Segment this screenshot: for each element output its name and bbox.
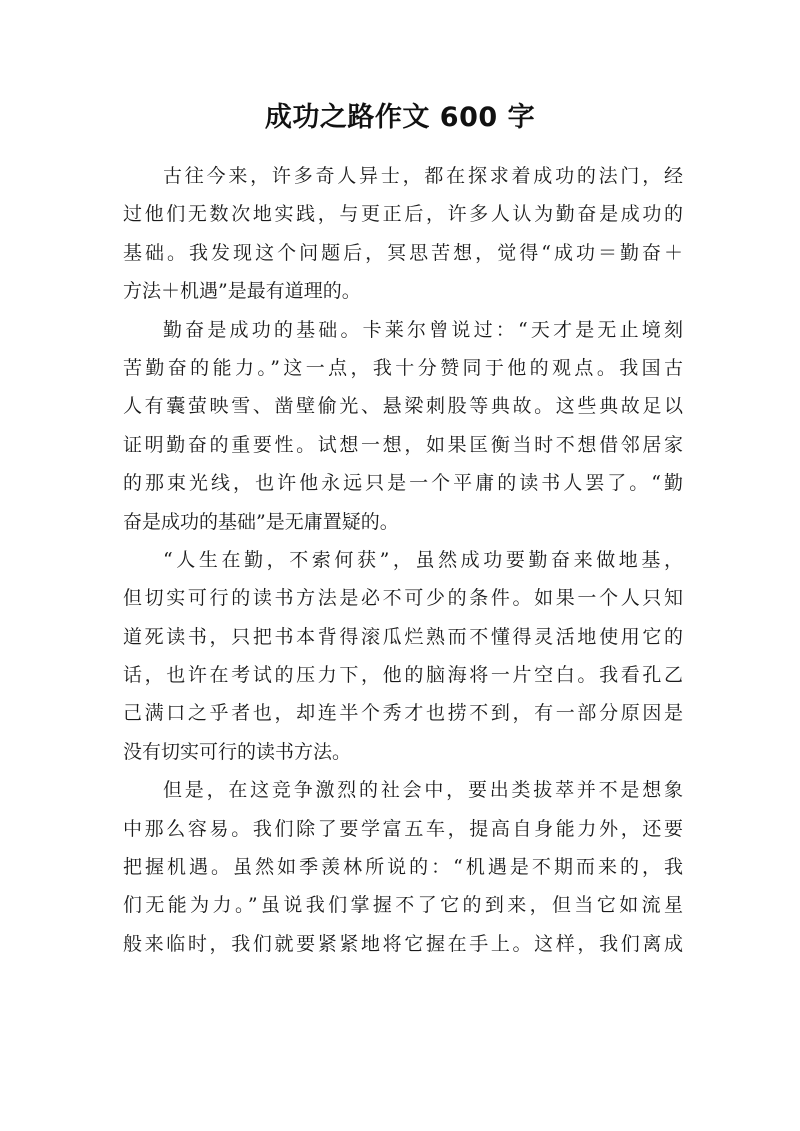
text-line: 但切实可行的读书方法是必不可少的条件。如果一个人只知 [123,587,683,610]
text-line: 把握机遇。虽然如季羡林所说的：“机遇是不期而来的，我 [123,856,683,879]
text-line: 但是，在这竞争激烈的社会中，要出类拔萃并不是想象 [163,779,683,802]
text-line: 没有切实可行的读书方法。 [123,740,352,763]
text-line: 话，也许在考试的压力下，他的脑海将一片空白。我看孔乙 [123,664,683,687]
text-line: 道死读书，只把书本背得滚瓜烂熟而不懂得灵活地使用它的 [123,625,683,648]
text-line: 们无能为力。”虽说我们掌握不了它的到来，但当它如流星 [123,894,683,917]
text-line: 的那束光线，也许他永远只是一个平庸的读书人罢了。“勤 [123,472,683,495]
text-line: 人有囊萤映雪、凿壁偷光、悬梁刺股等典故。这些典故足以 [123,395,683,418]
text-line: 己满口之乎者也，却连半个秀才也捞不到，有一部分原因是 [123,702,683,725]
text-line: 基础。我发现这个问题后，冥思苦想，觉得“成功＝勤奋＋ [123,241,683,264]
text-line: 勤奋是成功的基础。卡莱尔曾说过：“天才是无止境刻 [163,318,683,341]
text-line: “人生在勤，不索何获”，虽然成功要勤奋来做地基， [163,548,683,571]
text-line: 证明勤奋的重要性。试想一想，如果匡衡当时不想借邻居家 [123,433,683,456]
text-line: 般来临时，我们就要紧紧地将它握在手上。这样，我们离成 [123,932,683,955]
text-line: 过他们无数次地实践，与更正后，许多人认为勤奋是成功的 [123,203,683,226]
text-line: 奋是成功的基础”是无庸置疑的。 [123,510,399,533]
text-line: 方法＋机遇”是最有道理的。 [123,280,361,303]
text-line: 苦勤奋的能力。”这一点，我十分赞同于他的观点。我国古 [123,356,683,379]
essay-body [123,157,683,963]
text-line: 中那么容易。我们除了要学富五车，提高自身能力外，还要 [123,817,683,840]
document-title: 成功之路作文 600 字 [264,102,536,133]
text-line: 古往今来，许多奇人异士，都在探求着成功的法门，经 [163,165,683,187]
